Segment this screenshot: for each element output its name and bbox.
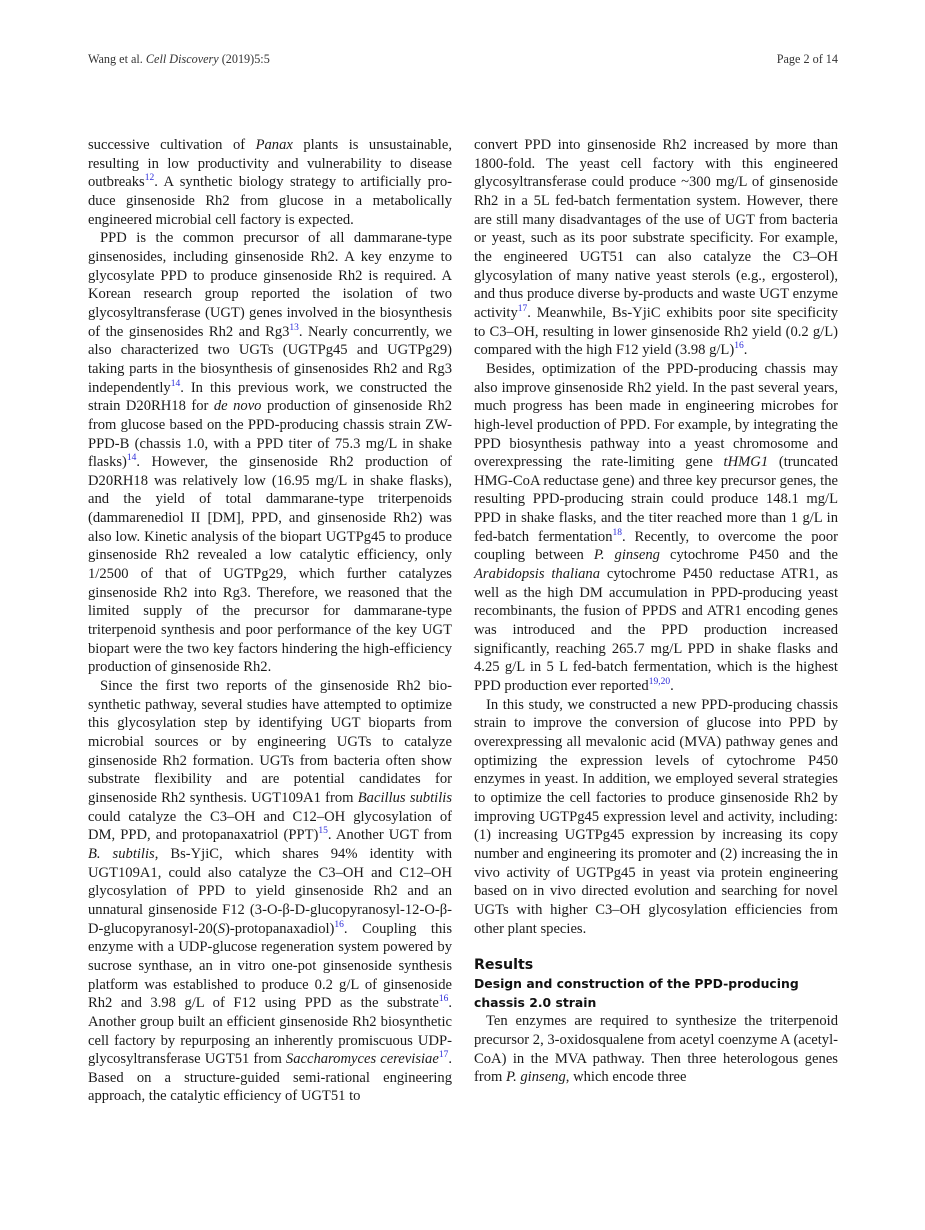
italic-text: tHMG1: [723, 454, 769, 471]
text: . Another UGT from: [327, 827, 452, 844]
header-journal: Cell Discovery: [145, 52, 219, 66]
citation-link[interactable]: 17: [517, 303, 528, 314]
text: , Bs-YjiC, which shares 94% identity with UGT109A1, could also catalyze the C3–OH and C12–OH glycosylation of PPD to yield ginsenoside Rh2 and an unnatural ginsenoside F12 (3-O-β-D-glucopyranosyl-12-O-β-D-glucopyranosyl-20(: [88, 845, 452, 937]
text: could catalyze the C3–OH and C12–OH glycosylation of DM, PPD, and protopanaxatriol (PPT): [88, 808, 452, 844]
text: , which encode three: [565, 1069, 687, 1086]
text: production of ginsenoside Rh2 from glucose based on the PPD-producing chassis strain ZW-PPD-B (chassis 1.0, with a PPD titer of 75.3 mg/L in shake flasks): [88, 398, 452, 471]
text: In this study, we constructed a new PPD-producing chassis strain to improve the conversion of glucose into PPD by overexpressing all mevalonic acid (MVA) pathway genes and optimizing the expression levels of cytochrome P450 enzymes in yeast. In addition, we employed several strategies to optimize the cell factories to produce ginsenoside Rh2 by improving UGTPg45 expression level and activity, including: (1) increasing UGTPg45 expression by increasing its copy number and engineering its promoter and (2) increasing the in vivo activity of UGTPg45 in yeast via protein engineering based on in vivo directed evolution and searching for novel UGTs with higher C3–OH glycosylation efficiencies from other plant species.: [474, 696, 838, 937]
paragraph: [88, 677, 452, 1106]
citation-link[interactable]: 12: [144, 173, 155, 184]
citation-link[interactable]: 19,20: [648, 677, 671, 688]
text: plants is unsustainable, resulting in low productivity and vulnerability to disease outbreaks: [88, 137, 452, 191]
text: convert PPD into ginsenoside Rh2 increased by more than 1800-fold. The yeast cell factory with this engineered glycosyltransferase could produce ~300 mg/L of ginsenoside Rh2 in a 5L fed-batch fermentation system. However, there are still many disadvantages of the use of UGT from bacteria or yeast, such as its poor substrate specificity. For example, the engineered UGT51 can also catalyze the C3–OH glycosylation of many native yeast sterols (e.g., ergosterol), and thus produce diverse by-products and waste UGT enzyme activity: [474, 137, 838, 321]
italic-text: P. ginseng: [506, 1069, 566, 1086]
text: . Another group built an efficient ginsenoside Rh2 biosynthetic cell factory by repurposing an inherently promiscuous UDP-glycosyltransferase UGT51 from: [88, 995, 452, 1068]
text: .: [670, 678, 674, 695]
citation-link[interactable]: 14: [170, 378, 181, 389]
text: . Meanwhile, Bs-YjiC exhibits poor site specificity to C3–OH, resulting in lower ginsenoside Rh2 yield (0.2 g/L) compared with the high F12 yield (3.98 g/L): [474, 304, 838, 359]
text: successive cultivation of: [88, 137, 256, 153]
citation-link[interactable]: 16: [734, 341, 744, 352]
section-heading: Results: [474, 957, 534, 974]
text: . However, the ginsenoside Rh2 production of D20RH18 was relatively low (16.95 mg/L in shake flasks), and the yield of total dammarane-type triterpenoids (dammarenediol II [DM], PPD, and ginsenoside Rh2) was also low. Kinetic analysis of the biopart UGTPg45 to produce ginsenoside Rh2 revealed a low catalytic efficiency, only 1/2500 of that of UGTPg29, which further catalyzes ginsenoside Rh2 into Rg3. Therefore, we reasoned that the limited supply of the precursor for dammarane-type triterpenoid synthesis and poor performance of the key UGT biopart were the two key factors hindering the high-efficiency production of ginsenoside Rh2.: [88, 454, 452, 676]
text: Since the first two reports of the ginsenoside Rh2 biosynthetic pathway, several studies have attempted to optimize this glycosylation step by identifying UGT bioparts from microbial sources or by engineering UGTs to catalyze ginsenoside Rh2 formation. UGTs from bacteria often show substrate flexibility and are potential candidates for ginsenoside Rh2 synthesis. UGT109A1 from: [88, 678, 452, 806]
text: . Based on a structure-guided semi-rational engineering approach, the catalytic efficiency of UGT51 to: [88, 1051, 452, 1105]
text: . Coupling this enzyme with a UDP-glucose regeneration system powered by sucrose synthase, an in vitro one-pot ginsenoside synthesis platform was established to produce 0.2 g/L of ginsenoside Rh2 and 3.98 g/L of F12 using PPD as the substrate: [88, 920, 452, 1012]
text: cytochrome P450 reductase ATR1, as well as the high DM accumulation in PPD-producing yeast recombinants, the fusion of PPDS and ATR1 encoding genes was introduced and the PPD production increased significantly, reaching 265.7 mg/L PPD in shake flasks and 4.25 g/L in 5 L fed-batch fermentation, which is the highest PPD production ever reported: [474, 566, 839, 695]
italic-text: Panax: [255, 137, 293, 153]
text: . A synthetic biology strategy to artificially produce ginsenoside Rh2 from glucose in a metabolically engineered microbial cell factory is expected.: [88, 174, 452, 228]
header-volume: (2019)5:5: [221, 52, 270, 66]
text: )-protopanaxadiol): [225, 920, 335, 937]
citation-link[interactable]: 14: [126, 453, 137, 464]
text: PPD is the common precursor of all dammarane-type ginsenosides, including ginsenoside Rh2. A key enzyme to glycosylate PPD to produce ginsenoside Rh2 is required. A Korean research group reported the isolation of two glycosyltransferase (UGT) genes involved in the biosynthesis of the ginsenosides Rh2 and Rg3: [88, 230, 452, 340]
paragraph: [88, 136, 452, 229]
text: Besides, optimization of the PPD-producing chassis may also improve ginsenoside Rh2 yield. In the past several years, much progress has been made in engineering microbes for high-level production of PPD. For example, by integrating the PPD biosynthesis pathway into a yeast chromosome and overexpressing the rate-limiting gene: [474, 360, 838, 471]
text: (truncated HMG-CoA reductase gene) and three key precursor genes, the resulting PPD-producing strain could produce 148.1 mg/L PPD in shake flasks, and the titer reached more than 1 g/L in fed-batch fermentation: [474, 454, 838, 545]
subsection-heading: Design and construction of the PPD-producing chassis 2.0 strain: [474, 976, 799, 1010]
citation-link[interactable]: 18: [612, 527, 623, 538]
citation-link[interactable]: 16: [334, 919, 344, 930]
italic-text: Saccharomyces cerevisiae: [285, 1051, 439, 1068]
italic-text: P. ginseng: [593, 547, 660, 564]
citation-link[interactable]: 15: [318, 826, 328, 837]
paragraph: [474, 360, 838, 696]
header-citation: [88, 52, 270, 70]
paragraph: [474, 136, 838, 360]
citation-link[interactable]: 16: [438, 994, 449, 1005]
text: . Recently, to overcome the poor coupling between: [474, 528, 838, 564]
header-authors: Wang et al.: [88, 52, 143, 66]
running-header: [88, 52, 838, 70]
left-column: [88, 136, 452, 1106]
right-column: [474, 136, 838, 1087]
italic-text: Bacillus subtilis: [357, 789, 452, 806]
paragraph: [88, 229, 452, 677]
citation-link[interactable]: 17: [438, 1050, 449, 1061]
citation-link[interactable]: 13: [289, 322, 299, 333]
text: cytochrome P450 and the: [659, 547, 838, 564]
paragraph: [474, 696, 838, 939]
paragraph: [474, 1012, 838, 1087]
italic-text: B. subtilis: [88, 845, 155, 862]
text: Ten enzymes are required to synthesize the triterpenoid precursor 2, 3-oxidosqualene from acetyl coenzyme A (acetyl-CoA) in the MVA pathway. Then three heterologous genes from: [474, 1013, 838, 1086]
italic-text: Arabidopsis thaliana: [474, 566, 601, 583]
page-number: Page 2 of 14: [776, 52, 838, 66]
italic-text: de novo: [213, 398, 262, 415]
text: . Nearly concurrently, we also characterized two UGTs (UGTPg45 and UGTPg29) taking parts in the biosynthesis of ginsenosides Rh2 and Rg3 independently: [88, 323, 453, 396]
italic-text: S: [217, 920, 225, 937]
text: . In this previous work, we constructed the strain D20RH18 for: [88, 379, 452, 415]
text: .: [743, 342, 748, 359]
